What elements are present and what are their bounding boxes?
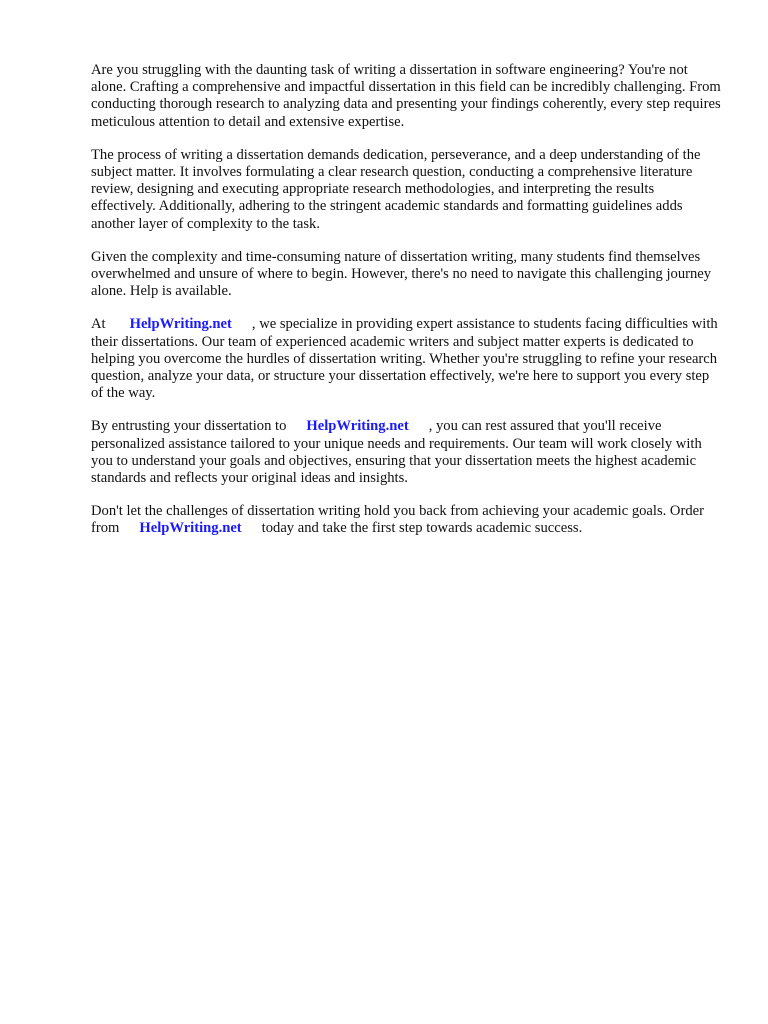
- paragraph-service: [91, 316, 721, 402]
- paragraph-process: The process of writing a dissertation demands dedication, perseverance, and a deep understanding of the subject matter. It involves formulating a clear research question, conducting a comprehensive literature review, designing and executing appropriate research methodologies, and interpreting the results effectively. Additionally, adhering to the stringent academic standards and formatting guidelines adds another layer of complexity to the task.: [91, 146, 701, 232]
- paragraph-entrust-body: , you can rest assured that you'll receive personalized assistance tailored to your unique needs and requirements. Our team will work closely with you to understand your goals and objectives, ensuring that your dissertation meets the highest academic standards and reflects your original ideas and insights.: [91, 418, 702, 487]
- document-page: [91, 62, 721, 554]
- paragraph-intro: Are you struggling with the daunting task of writing a dissertation in software engineering? You're not alone. Crafting a comprehensive and impactful dissertation in this field can be incredibly challenging. From conducting thorough research to analyzing data and presenting your findings coherently, every step requires meticulous attention to detail and extensive expertise.: [91, 62, 721, 130]
- paragraph-entrust-lead: By entrusting your dissertation to: [91, 418, 287, 435]
- helpwriting-link[interactable]: HelpWriting.net: [129, 316, 232, 333]
- paragraph-order: [91, 503, 721, 537]
- paragraph-complexity: Given the complexity and time-consuming nature of dissertation writing, many students find themselves overwhelmed and unsure of where to begin. However, there's no need to navigate this challenging journey alone. Help is available.: [91, 248, 712, 300]
- helpwriting-link[interactable]: HelpWriting.net: [306, 418, 409, 435]
- paragraph-service-body: , we specialize in providing expert assistance to students facing difficulties with their dissertations. Our team of experienced academic writers and subject matter experts is dedicated to helping you overcome the hurdles of dissertation writing. Whether you're struggling to refine your research question, analyze your data, or structure your dissertation effectively, we're here to support you every step of the way.: [91, 316, 718, 402]
- paragraph-entrust: [91, 418, 721, 487]
- paragraph-order-lead: Don't let the challenges of dissertation writing hold you back from achieving your academic goals. Order from: [91, 503, 704, 537]
- paragraph-order-body: today and take the first step towards academic success.: [261, 520, 583, 537]
- helpwriting-link[interactable]: HelpWriting.net: [139, 520, 242, 537]
- paragraph-service-lead: At: [91, 316, 106, 333]
